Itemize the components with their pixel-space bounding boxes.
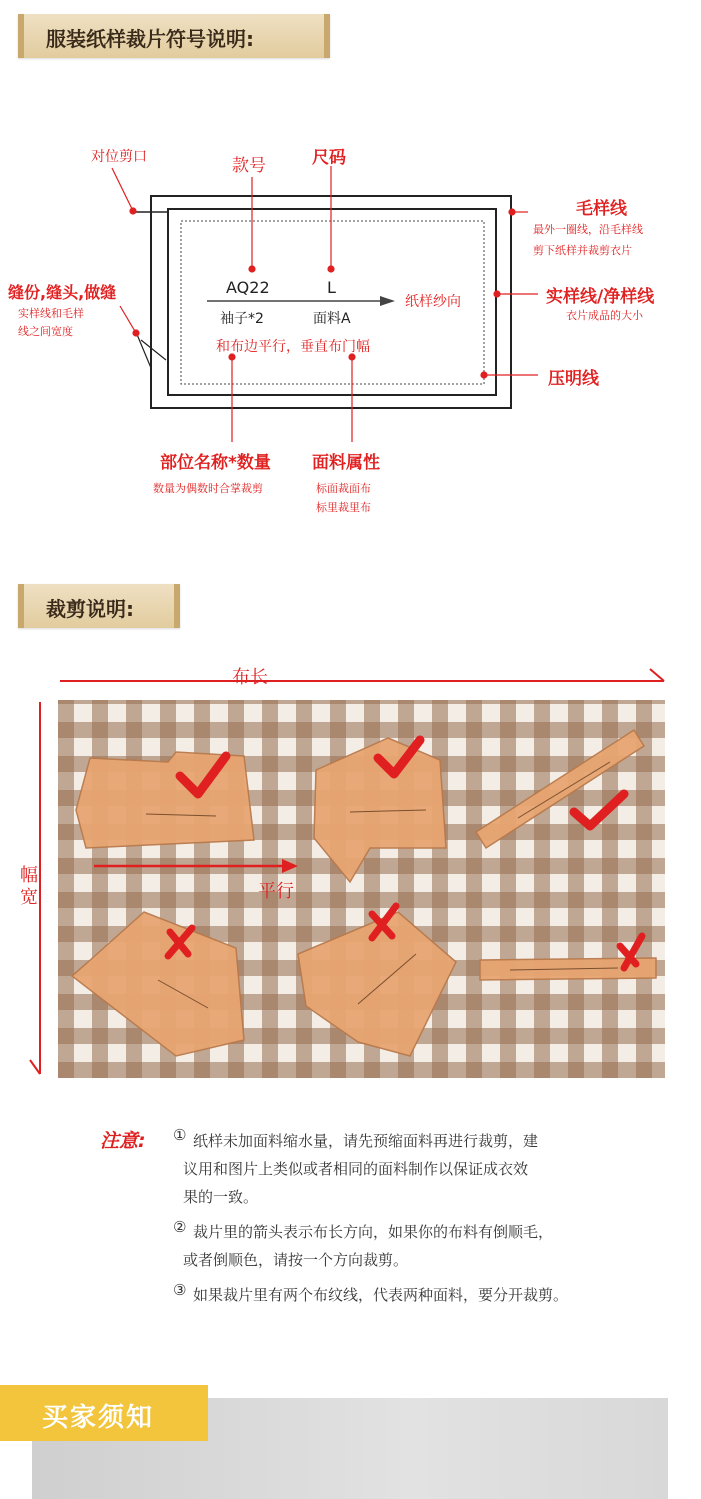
pattern-fabric: 面料A [313, 311, 351, 327]
pattern-code: AQ22 [226, 278, 270, 297]
section-banner-cutting [18, 584, 180, 628]
label-net-line: 实样线/净样线 [546, 287, 655, 307]
pattern-part: 袖子*2 [220, 311, 264, 327]
note-3-num: ③ [173, 1281, 187, 1299]
label-fabric-desc1: 标面裁面布 [316, 482, 371, 495]
label-seam-desc1: 实样线和毛样 [18, 307, 84, 320]
label-grain-desc: 和布边平行，垂直布门幅 [216, 339, 370, 355]
label-fabric-attr: 面料属性 [312, 453, 380, 473]
label-part-desc: 数量为偶数时合掌裁剪 [153, 482, 263, 495]
note-2-line2: 或者倒顺色，请按一个方向裁剪。 [183, 1251, 409, 1269]
section-banner-symbols [18, 14, 330, 58]
label-seam-desc2: 线之间宽度 [18, 325, 73, 338]
label-style-no: 款号 [232, 156, 266, 176]
note-1-line1: 纸样未加面料缩水量，请先预缩面料再进行裁剪，建 [193, 1132, 539, 1150]
label-parallel: 平行 [258, 881, 294, 902]
pattern-size: L [327, 278, 336, 297]
buyer-notice-tag [0, 1385, 208, 1441]
label-part-name: 部位名称*数量 [160, 453, 271, 473]
label-fabric-width-text: 幅宽 [20, 865, 38, 908]
label-grain: 纸样纱向 [405, 294, 461, 310]
note-2-line1: 裁片里的箭头表示布长方向，如果你的布料有倒顺毛， [193, 1223, 554, 1241]
label-cut-line-desc2: 剪下纸样并裁剪衣片 [533, 244, 632, 257]
note-1-line2: 议用和图片上类似或者相同的面料制作以保证成衣效 [183, 1160, 529, 1178]
section-title-cutting: 裁剪说明: [46, 597, 134, 621]
notes-label: 注意: [100, 1130, 146, 1152]
note-2-num: ② [173, 1218, 187, 1236]
cutting-layout [58, 700, 665, 1078]
note-1-line3: 果的一致。 [183, 1188, 259, 1206]
label-notch: 对位剪口 [91, 149, 147, 165]
note-3-line1: 如果裁片里有两个布纹线，代表两种面料，要分开裁剪。 [193, 1286, 569, 1304]
label-cut-line-desc1: 最外一圈线，沿毛样线 [533, 223, 643, 236]
label-size: 尺码 [312, 148, 346, 168]
label-fabric-length: 布长 [232, 667, 268, 688]
section-title-symbols: 服装纸样裁片符号说明: [46, 27, 254, 51]
label-net-line-desc: 衣片成品的大小 [566, 309, 643, 322]
note-1-num: ① [173, 1126, 187, 1144]
label-fabric-desc2: 标里裁里布 [316, 501, 371, 514]
fabric-width-arrow [28, 700, 48, 1080]
fabric-length-arrow [0, 660, 701, 690]
label-seam: 缝份,缝头,做缝 [8, 283, 117, 302]
buyer-notice-title: 买家须知 [42, 1403, 155, 1433]
label-topstitch: 压明线 [548, 369, 599, 389]
label-cut-line: 毛样线 [576, 199, 627, 219]
